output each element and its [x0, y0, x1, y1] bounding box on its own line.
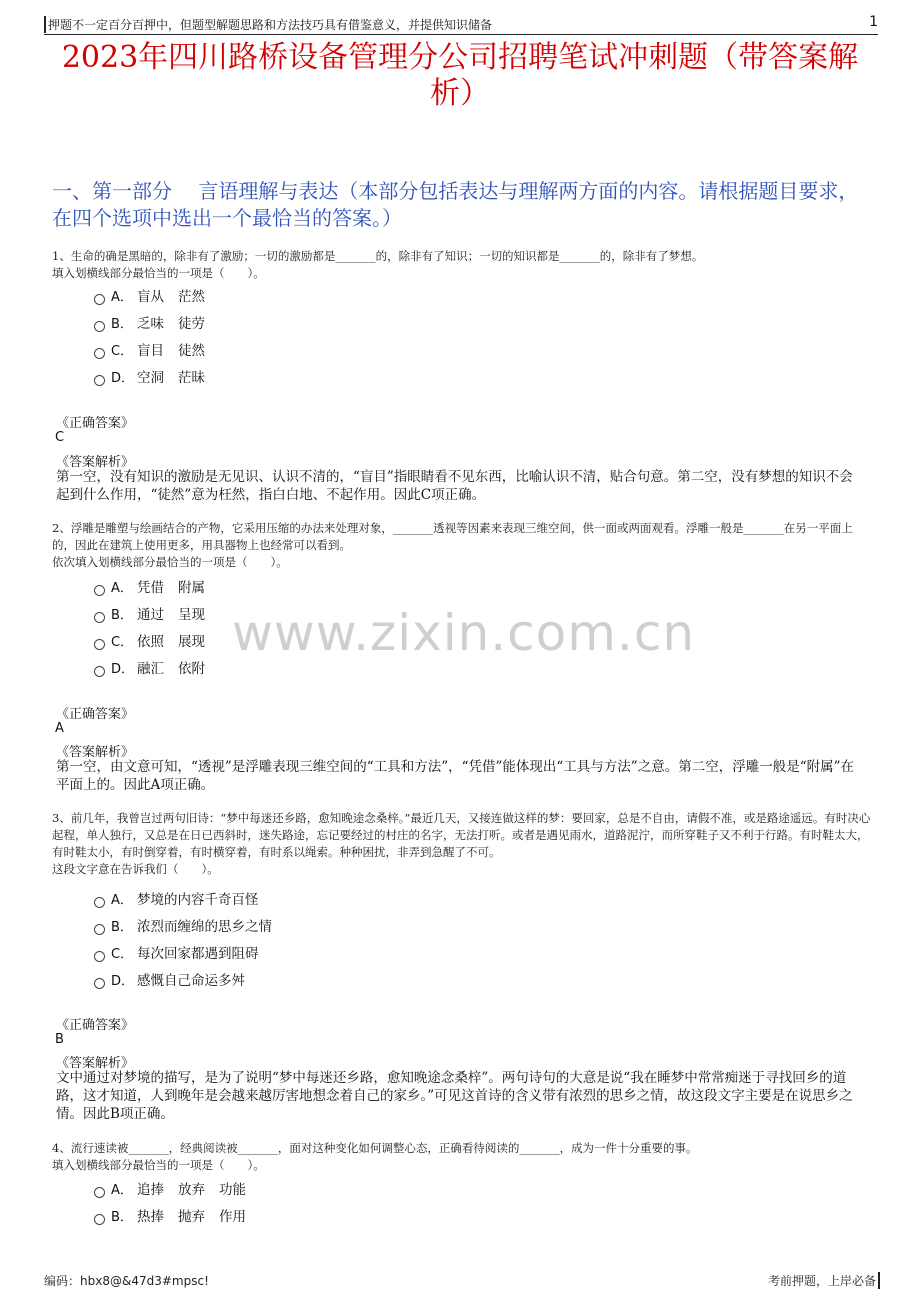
- explanation-text: 第一空，由文意可知，“透视”是浮雕表现三维空间的“工具和方法”，“凭借”能体现出“工具与方法”之意。第二空，浮雕一般是“附属”在平面上的。因此A项正确。: [56, 759, 855, 793]
- radio-icon[interactable]: [94, 294, 105, 305]
- page-number: 1: [869, 14, 878, 30]
- document-title: 2023年四川路桥设备管理分公司招聘笔试冲刺题（带答案解析）: [61, 40, 859, 111]
- option-2c[interactable]: C． 依照 展现: [94, 632, 219, 652]
- option-2b[interactable]: B． 通过 呈现: [94, 605, 219, 625]
- option-3d[interactable]: D． 感慨自己命运多舛: [94, 971, 259, 991]
- option-4a[interactable]: A． 追捧 放弃 功能: [94, 1180, 260, 1200]
- footer-slogan: 考前押题，上岸必备: [768, 1272, 880, 1289]
- question-prompt: 依次填入划横线部分最恰当的一项是（ ）。: [52, 555, 288, 569]
- option-4b[interactable]: B． 热捧 抛弃 作用: [94, 1207, 260, 1227]
- radio-icon[interactable]: [94, 897, 105, 908]
- radio-icon[interactable]: [94, 1214, 105, 1225]
- radio-icon[interactable]: [94, 375, 105, 386]
- explanation-label: 《答案解析》: [56, 1056, 135, 1071]
- footer-code-label: 编码：: [44, 1274, 81, 1288]
- option-3b[interactable]: B． 浓烈而缠绵的思乡之情: [94, 917, 286, 937]
- correct-answer-label: 《正确答案》: [56, 1018, 135, 1033]
- option-3a[interactable]: A． 梦境的内容千奇百怪: [94, 890, 273, 910]
- correct-answer-value: B: [55, 1032, 64, 1047]
- section-heading: 一、第一部分 言语理解与表达（本部分包括表达与理解两方面的内容。请根据题目要求，在四个选项中选出一个最恰当的答案。）: [52, 179, 859, 230]
- footer-code: [44, 1272, 209, 1289]
- question-stem: 1、生命的确是黑暗的，除非有了激励；一切的激励都是_______的，除非有了知识；一切的知识都是_______的，除非有了梦想。: [52, 249, 704, 263]
- radio-icon[interactable]: [94, 348, 105, 359]
- correct-answer-value: A: [55, 721, 64, 736]
- question-4: [52, 1140, 872, 1174]
- correct-answer-label: 《正确答案》: [56, 707, 135, 722]
- question-2: [52, 520, 872, 571]
- option-1a[interactable]: A． 盲从 茫然: [94, 287, 219, 307]
- radio-icon[interactable]: [94, 978, 105, 989]
- explanation-text: 文中通过对梦境的描写，是为了说明“梦中每迷还乡路，愈知晚途念桑梓”。两句诗句的大意是说“我在睡梦中常常痴迷于寻找回乡的道路，这才知道，人到晚年是会越来越厉害地想念着自己的家乡。”可见这首诗的含义带有浓烈的思乡之情，故这段文字主要是在说思乡之情。因此B项正确。: [56, 1070, 853, 1122]
- radio-icon[interactable]: [94, 924, 105, 935]
- question-3: [52, 810, 872, 878]
- option-3c[interactable]: C． 每次回家都遇到阻碍: [94, 944, 273, 964]
- radio-icon[interactable]: [94, 612, 105, 623]
- question-prompt: 填入划横线部分最恰当的一项是（ ）。: [52, 266, 265, 280]
- correct-answer-value: C: [55, 430, 65, 445]
- page-header: [44, 14, 878, 35]
- radio-icon[interactable]: [94, 321, 105, 332]
- question-stem: 3、前几年，我曾岂过两句旧诗：“梦中每迷还乡路，愈知晚途念桑梓。”最近几天，又接连做这样的梦：要回家，总是不自由，请假不准，或是路途遥远。有时决心起程，单人独行，又总是在日已西斜时，迷失路途，忘记要经过的村庄的名字，无法打听。或者是遇见雨水，道路泥泞，而所穿鞋子又不利于行路。有时鞋太大，有时鞋太小，有时倒穿着，有时横穿着，有时系以绳索。种种困扰，非弄到急醒了不可。: [52, 811, 871, 859]
- header-note: 押题不一定百分百押中，但题型解题思路和方法技巧具有借鉴意义，并提供知识储备: [44, 16, 492, 33]
- question-stem: 4、流行速读被_______，经典阅读被_______，面对这种变化如何调整心态，正确看待阅读的_______，成为一件十分重要的事。: [52, 1141, 698, 1155]
- radio-icon[interactable]: [94, 585, 105, 596]
- question-prompt: 填入划横线部分最恰当的一项是（ ）。: [52, 1158, 265, 1172]
- question-stem: 2、浮雕是雕塑与绘画结合的产物，它采用压缩的办法来处理对象，_______透视等因素来表现三维空间，供一面或两面观看。浮雕一般是_______在另一平面上的，因此在建筑上使用更多，用具器物上也经常可以看到。: [52, 521, 853, 552]
- footer-code-value: hbx8@&47d3#mpsc!: [80, 1274, 209, 1288]
- explanation-label: 《答案解析》: [56, 455, 135, 470]
- option-1b[interactable]: B． 乏味 徒劳: [94, 314, 219, 334]
- explanation-label: 《答案解析》: [56, 745, 135, 760]
- radio-icon[interactable]: [94, 639, 105, 650]
- radio-icon[interactable]: [94, 951, 105, 962]
- option-1d[interactable]: D． 空洞 茫昧: [94, 368, 219, 388]
- correct-answer-label: 《正确答案》: [56, 416, 135, 431]
- question-prompt: 这段文字意在告诉我们（ ）。: [52, 862, 219, 876]
- question-1: [52, 248, 872, 282]
- radio-icon[interactable]: [94, 1187, 105, 1198]
- option-2d[interactable]: D． 融汇 依附: [94, 659, 219, 679]
- option-1c[interactable]: C． 盲目 徒然: [94, 341, 219, 361]
- radio-icon[interactable]: [94, 666, 105, 677]
- option-2a[interactable]: A． 凭借 附属: [94, 578, 219, 598]
- watermark: www.zixin.com.cn: [232, 604, 696, 662]
- explanation-text: 第一空，没有知识的激励是无见识、认识不清的，“盲目”指眼睛看不见东西，比喻认识不清，贴合句意。第二空，没有梦想的知识不会起到什么作用，“徒然”意为枉然，指白白地、不起作用。因此C项正确。: [56, 469, 853, 503]
